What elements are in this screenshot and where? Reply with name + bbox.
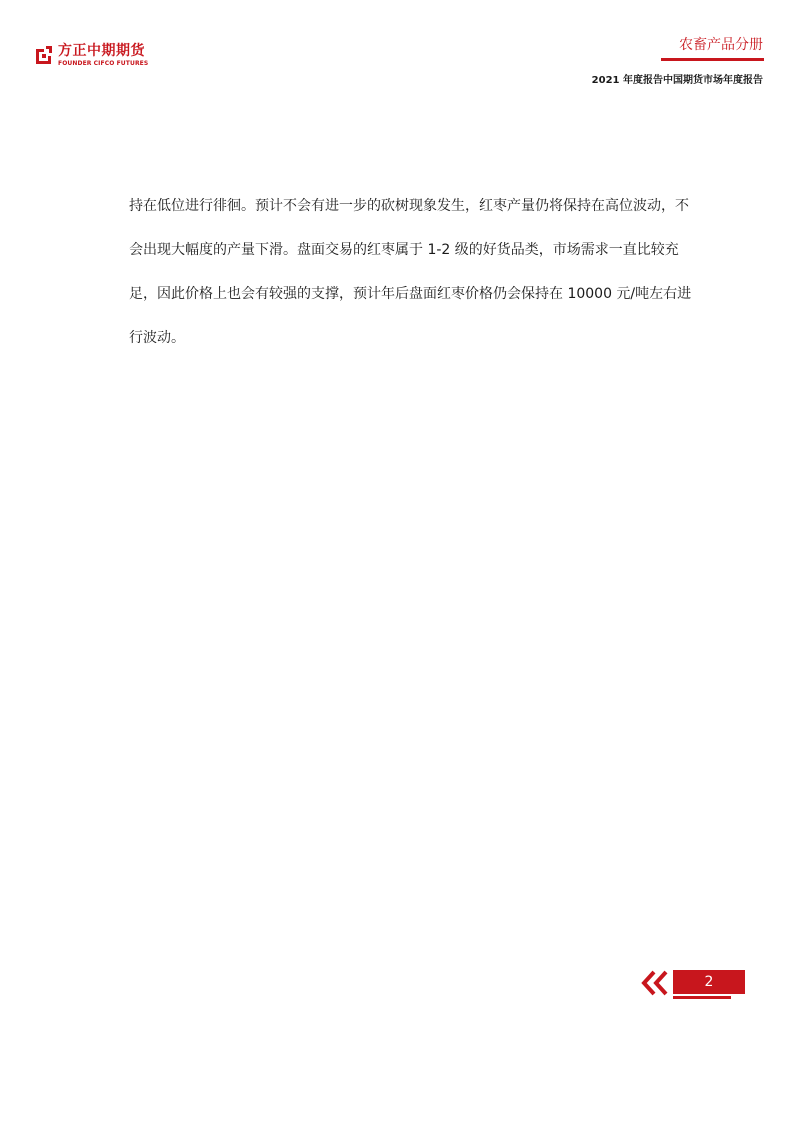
- header-divider: [661, 58, 764, 61]
- logo-chinese-name: 方正中期期货: [58, 43, 145, 59]
- paragraph-line: 会出现大幅度的产量下滑。盘面交易的红枣属于 1-2 级的好货品类，市场需求一直比较充: [129, 242, 679, 258]
- founder-logo-icon: [34, 45, 54, 65]
- paragraph-line: 持在低位进行徘徊。预计不会有进一步的砍树现象发生，红枣产量仍将保持在高位波动，不: [129, 198, 689, 214]
- paragraph-line: 行波动。: [129, 330, 185, 346]
- page-number-underline: [673, 996, 731, 999]
- section-title: 农畜产品分册: [679, 37, 763, 53]
- paragraph-line: 足，因此价格上也会有较强的支撑，预计年后盘面红枣价格仍会保持在 10000 元/吨左右进: [129, 286, 692, 302]
- company-logo: [34, 43, 164, 69]
- report-title: 2021 年度报告中国期货市场年度报告: [591, 75, 763, 86]
- body-paragraph: [129, 184, 724, 360]
- logo-english-name: FOUNDER CIFCO FUTURES: [58, 60, 149, 67]
- page-number: 2: [673, 970, 745, 994]
- double-chevron-left-icon: [640, 969, 670, 997]
